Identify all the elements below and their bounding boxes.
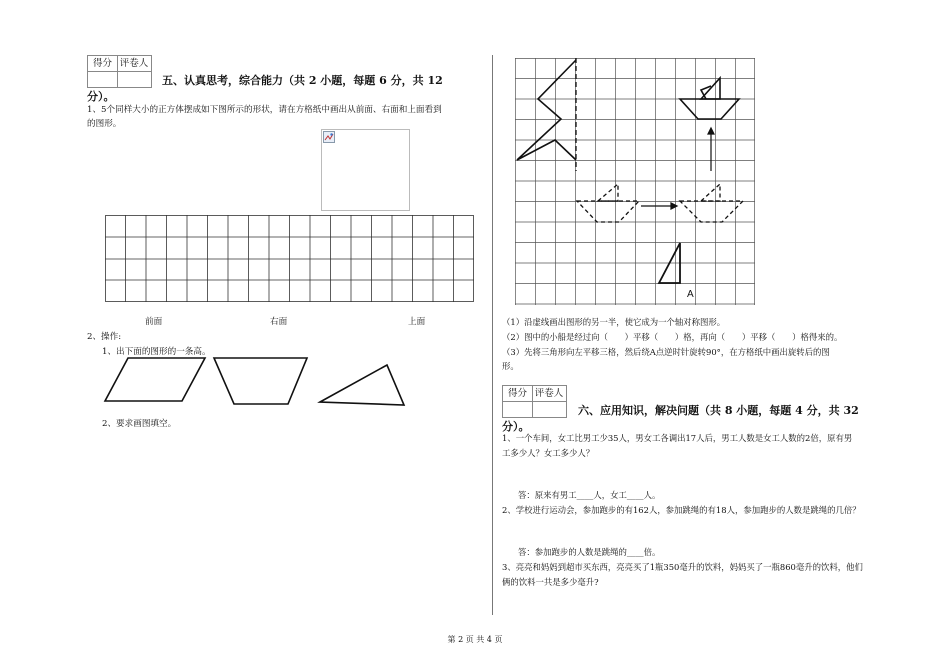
- boat-dashed-left: [577, 184, 639, 222]
- boat-dashed-right: [680, 184, 743, 222]
- grid-note-1: （1）沿虚线画出图形的另一半，使它成为一个轴对称图形。: [502, 317, 726, 327]
- s5-q1-line1: 1、5个同样大小的正方体摆成如下图所示的形状，请在方格纸中画出从前面、右面和上面看到: [87, 105, 442, 115]
- s6-q3-line2: 俩的饮料一共是多少毫升?: [502, 577, 599, 587]
- score-box-right: [502, 385, 567, 418]
- column-divider: [492, 55, 493, 615]
- section6-title: 六、应用知识，解决问题（共 8 小题，每题 4 分，共 32: [578, 404, 859, 417]
- s6-a2: 答：参加跑步的人数是跳绳的____倍。: [518, 547, 661, 557]
- s6-q2: 2、学校进行运动会，参加跑步的有162人，参加跳绳的有18人，参加跑步的人数是跳绳的几倍？: [502, 505, 861, 515]
- grader-label: 评卷人: [534, 388, 564, 399]
- grid-note-2: （2）图中的小船是经过向（ ）平移（ ）格，再向（ ）平移（ ）格得来的。: [502, 332, 843, 342]
- page-footer: 第 2 页 共 4 页: [447, 635, 503, 644]
- arrow-right: [641, 203, 677, 209]
- s5-q2-1: 1、出下面的图形的一条高。: [102, 347, 211, 357]
- grid-note-3-line1: （3）先将三角形向左平移三格，然后绕A点逆时针旋转90°，在方格纸中画出旋转后的图: [502, 347, 830, 357]
- view-label-top: 上面: [408, 317, 426, 327]
- s5-q2: 2、操作:: [87, 332, 122, 342]
- drawing-grid[interactable]: [105, 215, 474, 302]
- arrow-up: [708, 128, 714, 171]
- half-figure: [517, 60, 576, 160]
- score-label: 得分: [507, 388, 527, 399]
- s6-q1-line2: 工多少人？女工多少人？: [502, 448, 595, 458]
- grader-label: 评卷人: [119, 58, 149, 69]
- s5-q1-line2: 的图形。: [87, 119, 122, 129]
- boat-solid: [680, 78, 739, 119]
- section6-title-cont: 分）。: [502, 420, 530, 433]
- score-box-left: [87, 55, 152, 88]
- trapezoid-shape: [212, 355, 310, 407]
- score-label: 得分: [92, 58, 112, 69]
- triangle-shape: [317, 362, 407, 408]
- s6-q1-line1: 1、一个车间，女工比男工少35人，男女工各调出17人后，男工人数是女工人数的2倍，原有男: [502, 433, 853, 443]
- point-a-label: A: [687, 289, 694, 300]
- view-label-right: 右面: [270, 317, 288, 327]
- parallelogram-shape: [102, 355, 207, 405]
- s6-a1: 答：原来有男工____人，女工____人。: [518, 490, 661, 500]
- s5-q2-2: 2、要求画图填空。: [102, 419, 177, 429]
- s6-q3-line1: 3、亮亮和妈妈到超市买东西，亮亮买了1瓶350毫升的饮料，妈妈买了一瓶860毫升的饮料，他们: [502, 562, 863, 572]
- section5-title-cont: 分）。: [87, 90, 115, 103]
- transform-grid[interactable]: [515, 58, 755, 305]
- grid-note-3-line2: 形。: [502, 361, 519, 371]
- broken-image-icon: [323, 131, 335, 143]
- view-label-front: 前面: [145, 317, 163, 327]
- cube-figure-box: [321, 129, 410, 211]
- section5-title: 五、认真思考，综合能力（共 2 小题，每题 6 分，共 12: [162, 74, 443, 87]
